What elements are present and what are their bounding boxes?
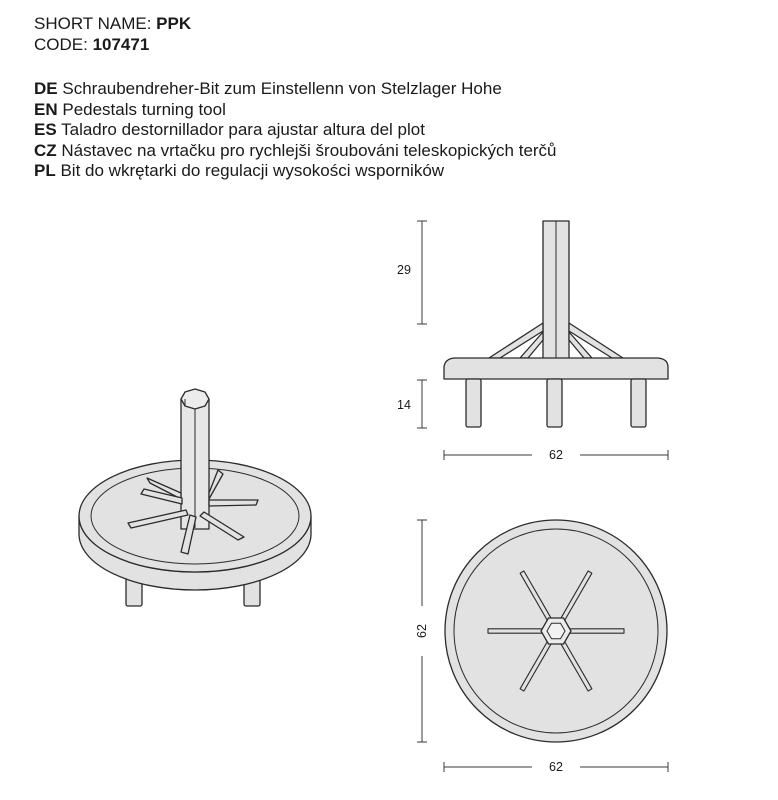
dim-shaft-height: 29 [397,263,411,277]
code-value: 107471 [92,35,150,54]
lang-text-de: Schraubendreher-Bit zum Einstellenn von Stelzlager Hohe [62,79,502,98]
dim-top-width: 62 [549,760,563,774]
side-view [444,221,668,427]
lang-code-en: EN [34,99,58,119]
side-plate [444,358,668,379]
top-hex-inner [547,623,565,639]
top-view [445,520,667,742]
code-label: CODE: [34,35,93,54]
lang-text-pl: Bit do wkrętarki do regulacji wysokości wsporników [60,161,445,180]
lang-code-cz: CZ [34,140,57,160]
top-rib [570,629,624,633]
dim-top-height: 62 [415,624,429,638]
dim-pin-height: 14 [397,398,411,412]
top-rib [488,629,542,633]
short-name-value: PPK [156,14,192,33]
isometric-view [79,389,311,606]
side-pins [466,379,646,427]
iso-shaft [181,389,209,529]
lang-code-de: DE [34,79,58,98]
lang-text-en: Pedestals turning tool [62,99,226,119]
lang-text-es: Taladro destornillador para ajustar altura del plot [61,120,425,139]
lang-text-cz: Nástavec na vrtačku pro rychlejši šroubováni teleskopických terčů [61,140,557,160]
dim-side-width: 62 [549,448,563,462]
short-name-label: SHORT NAME: [34,14,157,33]
lang-code-pl: PL [34,161,56,180]
lang-code-es: ES [34,120,57,139]
